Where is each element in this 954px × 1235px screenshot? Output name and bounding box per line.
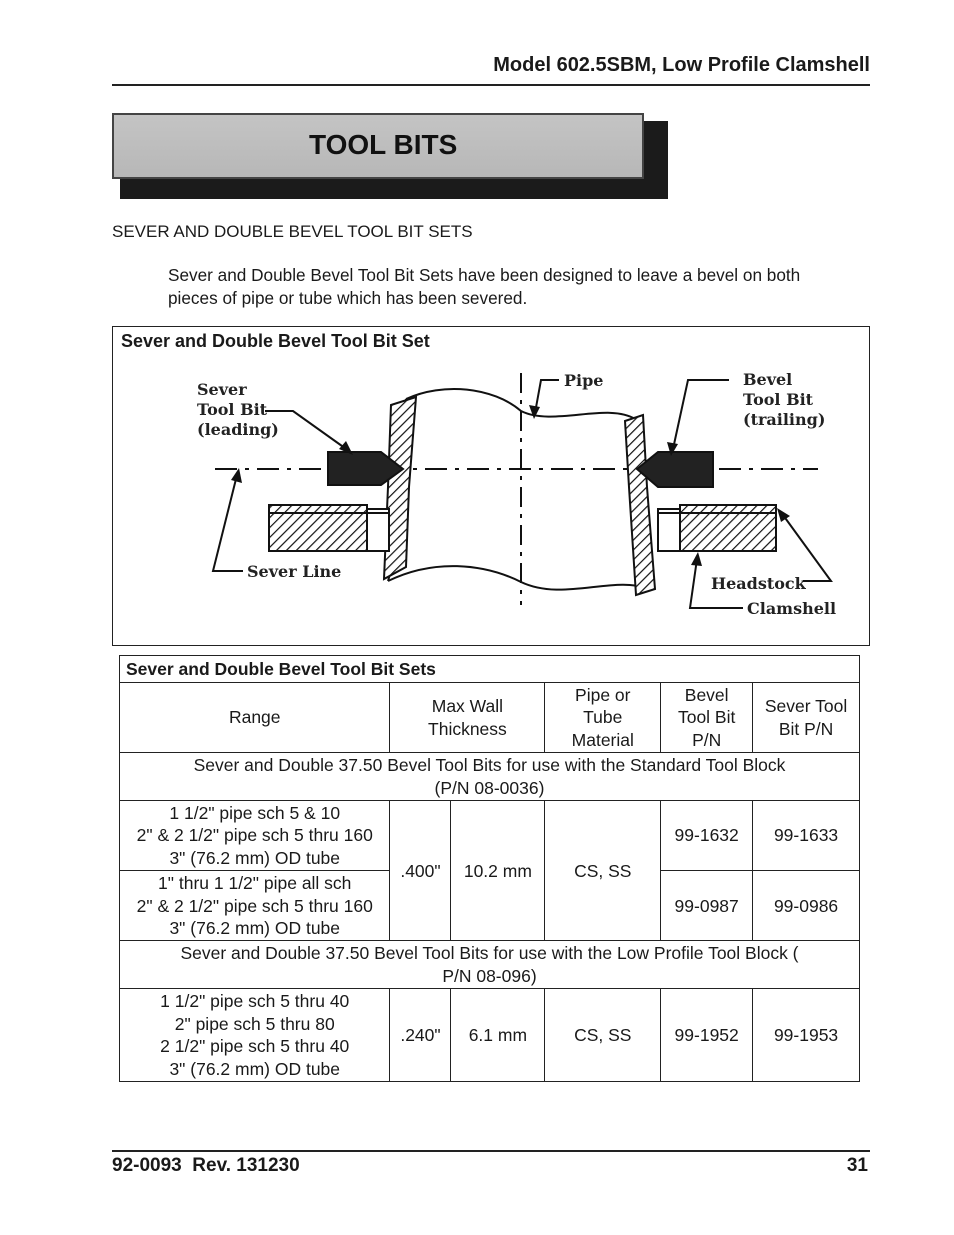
section-heading: SEVER AND DOUBLE BEVEL TOOL BIT SETS	[112, 222, 473, 241]
material-cell: CS, SS	[545, 801, 661, 941]
header-max-wall: Max Wall Thickness	[390, 683, 545, 753]
range-cell: 1 1/2" pipe sch 5 thru 40 2" pipe sch 5 thru 80 2 1/2" pipe sch 5 thru 40 3" (76.2 mm) OD tube	[120, 989, 390, 1082]
footer-rule	[112, 1150, 870, 1152]
intro-line-2: pieces of pipe or tube which has been severed.	[168, 288, 528, 308]
range-cell: 1 1/2" pipe sch 5 & 10 2" & 2 1/2" pipe sch 5 thru 160 3" (76.2 mm) OD tube	[120, 801, 390, 871]
intro-line-1: Sever and Double Bevel Tool Bit Sets have been designed to leave a bevel on both	[168, 265, 801, 285]
header-sever-pn: Sever Tool Bit P/N	[753, 683, 860, 753]
banner-panel	[112, 113, 644, 179]
table-caption: Sever and Double Bevel Tool Bit Sets	[120, 656, 860, 683]
label-headstock: Headstock	[711, 574, 806, 593]
label-sever-line2: Tool Bit	[197, 400, 268, 419]
header-material: Pipe or Tube Material	[545, 683, 661, 753]
footer-page-number: 31	[846, 1155, 868, 1176]
tool-bit-diagram	[113, 327, 869, 645]
left-headstock-plate	[367, 509, 389, 551]
sever-pn-cell: 99-0986	[753, 871, 860, 941]
header-rule	[112, 84, 870, 86]
wall-mm-cell: 10.2 mm	[451, 801, 545, 941]
table-header-row	[120, 683, 860, 753]
table-row	[120, 989, 860, 1082]
arrow-sever-line	[213, 475, 243, 571]
label-clamshell: Clamshell	[747, 599, 837, 618]
sever-pn-cell: 99-1953	[753, 989, 860, 1082]
label-pipe: Pipe	[564, 371, 604, 390]
arrow-bevel-tool-bit	[673, 380, 729, 449]
bevel-pn-cell: 99-1632	[661, 801, 753, 871]
table-caption-row	[120, 656, 860, 683]
range-cell: 1" thru 1 1/2" pipe all sch 2" & 2 1/2" pipe sch 5 thru 160 3" (76.2 mm) OD tube	[120, 871, 390, 941]
material-cell: CS, SS	[545, 989, 661, 1082]
group-title-row	[120, 753, 860, 801]
figure-box	[112, 326, 870, 646]
label-bevel-line2: Tool Bit	[743, 390, 814, 409]
right-clamshell-block	[680, 505, 776, 551]
header-range: Range	[120, 683, 390, 753]
wall-inch-cell: .240"	[390, 989, 451, 1082]
pipe-bottom-edge	[388, 566, 650, 590]
wall-mm-cell: 6.1 mm	[451, 989, 545, 1082]
label-sever-line1: Sever	[197, 380, 247, 399]
page-header-title: Model 602.5SBM, Low Profile Clamshell	[493, 54, 870, 76]
wall-inch-cell: .400"	[390, 801, 451, 941]
label-sever-line: Sever Line	[247, 562, 342, 581]
group-title-low-profile: Sever and Double 37.50 Bevel Tool Bits for use with the Low Profile Tool Block ( P/N 08-096)	[120, 941, 860, 989]
label-bevel-line3: (trailing)	[743, 410, 826, 429]
banner-title: TOOL BITS	[309, 129, 458, 160]
bevel-tool-bit	[637, 452, 713, 487]
bevel-pn-cell: 99-0987	[661, 871, 753, 941]
label-bevel-line1: Bevel	[743, 370, 793, 389]
group-title-standard: Sever and Double 37.50 Bevel Tool Bits for use with the Standard Tool Block (P/N 08-0036)	[120, 753, 860, 801]
label-sever-line3: (leading)	[197, 420, 279, 439]
sever-pn-cell: 99-1633	[753, 801, 860, 871]
intro-paragraph	[168, 264, 868, 310]
table-row	[120, 801, 860, 871]
left-clamshell-block	[269, 505, 367, 551]
arrow-headstock	[783, 515, 831, 581]
footer-doc-number: 92-0093 Rev. 131230	[112, 1155, 300, 1176]
right-pipe-wall	[625, 415, 655, 595]
section-banner	[112, 113, 670, 201]
header-bevel-pn: Bevel Tool Bit P/N	[661, 683, 753, 753]
right-headstock-plate	[658, 509, 680, 551]
tool-bit-table	[119, 655, 860, 1082]
figure-title: Sever and Double Bevel Tool Bit Set	[121, 331, 430, 351]
group-title-row	[120, 941, 860, 989]
bevel-pn-cell: 99-1952	[661, 989, 753, 1082]
